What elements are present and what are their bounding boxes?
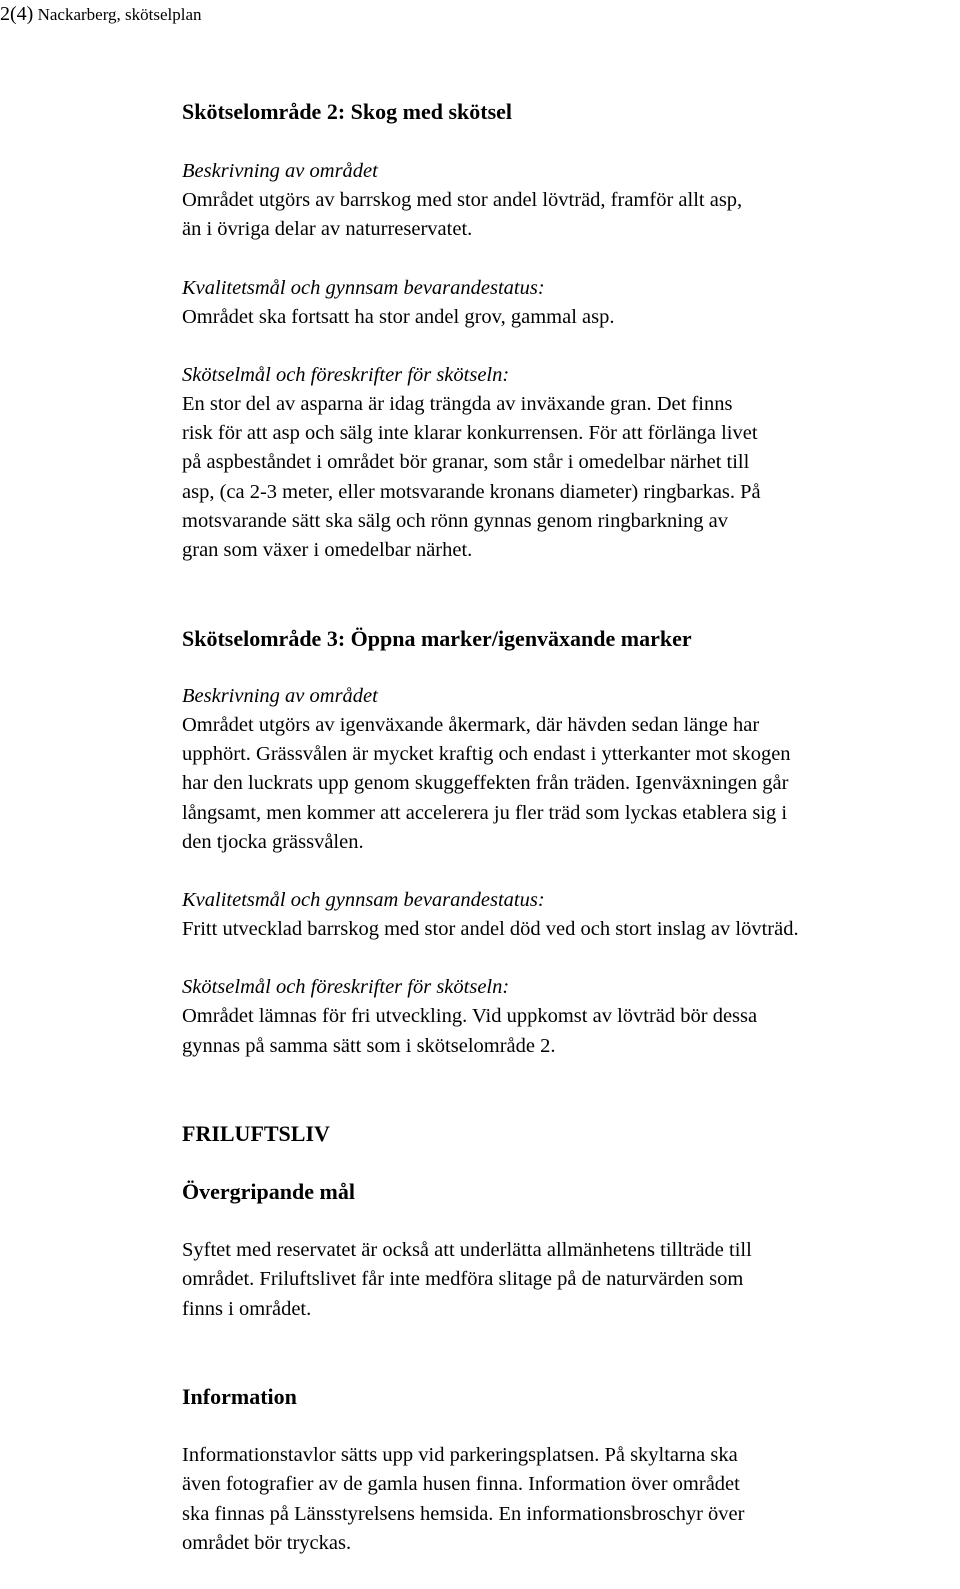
section-area-3 (182, 624, 960, 1061)
quality-goal-label: Kvalitetsmål och gynnsam bevarandestatus: (182, 276, 545, 299)
description-label: Beskrivning av området (182, 160, 378, 182)
page-header (0, 2, 202, 27)
section-area-2 (182, 97, 960, 566)
section-heading: Information (182, 1383, 297, 1409)
management-rules-label: Skötselmål och föreskrifter för skötseln: (182, 363, 510, 386)
section-heading: Skötselområde 2: Skog med skötsel (182, 99, 513, 124)
quality-goal-label: Kvalitetsmål och gynnsam bevarandestatus: (182, 889, 545, 912)
management-rules-text: Området lämnas för fri utveckling. Vid uppkomst av lövträd bör dessa gynnas på samma sätt som i skötselområde 2. (182, 1005, 758, 1057)
sub-heading: Övergripande mål (182, 1179, 355, 1205)
body-text: Informationstavlor sätts upp vid parkeringsplatsen. På skyltarna ska även fotografier av de gamla husen finna. Information över området ska finnas på Länsstyrelsens hemsida. En informationsbroschyr över området bör tryckas. (182, 1443, 745, 1554)
section-information (182, 1382, 960, 1558)
description-text: Området utgörs av igenväxande åkermark, där hävden sedan länge har upphört. Grässvålen är mycket kraftig och endast i ytterkanter mot skogen har den luckrats upp genom skuggeffekten från träden. Igenväxningen går långsamt, men kommer att accelerera ju fler träd som lyckas etablera sig i den tjocka grässvålen. (182, 713, 791, 853)
description-label: Beskrivning av området (182, 684, 378, 707)
document-body (182, 97, 960, 1558)
section-heading: FRILUFTSLIV (182, 1121, 330, 1147)
page-number: 2(4) (0, 3, 34, 25)
management-rules-text: En stor del av asparna är idag trängda av inväxande gran. Det finns risk för att asp och sälg inte klarar konkurrensen. För att förlänga livet på aspbeståndet i området bör granar, som står i omedelbar närhet till asp, (ca 2-3 meter, eller motsvarande kronans diameter) ringbarkas. På motsvarande sätt ska sälg och rönn gynnas genom ringbarkning av gran som växer i omedelbar närhet. (182, 392, 761, 562)
quality-goal-text: Området ska fortsatt ha stor andel grov, gammal asp. (182, 305, 615, 328)
document-title: Nackarberg, skötselplan (37, 5, 202, 24)
management-rules-label: Skötselmål och föreskrifter för skötseln: (182, 976, 510, 999)
description-text: Området utgörs av barrskog med stor andel lövträd, framför allt asp, än i övriga delar av naturreservatet. (182, 189, 743, 241)
section-friluftsliv (182, 1119, 960, 1324)
quality-goal-text: Fritt utvecklad barrskog med stor andel död ved och stort inslag av lövträd. (182, 918, 799, 941)
section-heading: Skötselområde 3: Öppna marker/igenväxande marker (182, 625, 692, 651)
body-text: Syftet med reservatet är också att underlätta allmänhetens tillträde till området. Friluftslivet får inte medföra slitage på de naturvärden som finns i området. (182, 1239, 752, 1320)
